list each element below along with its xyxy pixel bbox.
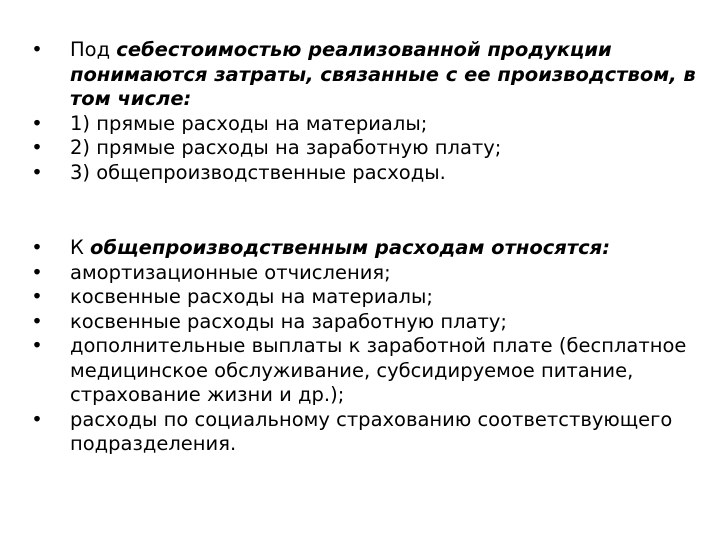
bullet-icon: •: [31, 285, 43, 308]
bullet-icon: •: [31, 260, 43, 284]
overhead-section: [30, 236, 700, 457]
list-item: [30, 38, 700, 112]
bullet-icon: •: [31, 111, 43, 135]
item-text-emphasis: общепроизводственным расходам относятся:: [90, 236, 610, 259]
list-item: [30, 408, 700, 457]
item-text: дополнительные выплаты к заработной плате (бесплатное медицинское обслуживание, субсидируемое питание, страхование жизни и др.);: [70, 334, 687, 406]
item-text: косвенные расходы на заработную плату;: [70, 309, 507, 333]
list-item: [30, 334, 700, 408]
list-item: [30, 285, 700, 310]
list-item: [30, 112, 700, 137]
item-text: амортизационные отчисления;: [70, 260, 391, 284]
bullet-icon: •: [31, 407, 43, 431]
list-item: [30, 261, 700, 286]
item-text: расходы по социальному страхованию соответствующего подразделения.: [70, 407, 673, 455]
bullet-icon: •: [31, 136, 43, 159]
list-item: [30, 161, 700, 186]
cost-definition-list: [30, 38, 700, 185]
item-text: 1) прямые расходы на материалы;: [70, 111, 428, 135]
item-text: 2) прямые расходы на заработную плату;: [70, 136, 502, 159]
item-text-prefix: К: [70, 236, 91, 259]
item-text: косвенные расходы на материалы;: [70, 285, 433, 308]
bullet-icon: •: [31, 334, 43, 357]
bullet-icon: •: [31, 160, 43, 184]
list-item: [30, 136, 700, 161]
bullet-icon: •: [31, 236, 43, 259]
list-item: [30, 236, 700, 261]
bullet-icon: •: [31, 309, 43, 333]
overhead-list: [30, 236, 700, 457]
list-item: [30, 310, 700, 335]
cost-definition-section: [30, 38, 700, 185]
item-text-prefix: Под: [70, 38, 117, 61]
item-text-emphasis: себестоимостью реализованной продукции понимаются затраты, связанные с ее производством, в том числе:: [70, 38, 696, 110]
bullet-icon: •: [31, 38, 43, 61]
item-text: 3) общепроизводственные расходы.: [70, 160, 446, 184]
